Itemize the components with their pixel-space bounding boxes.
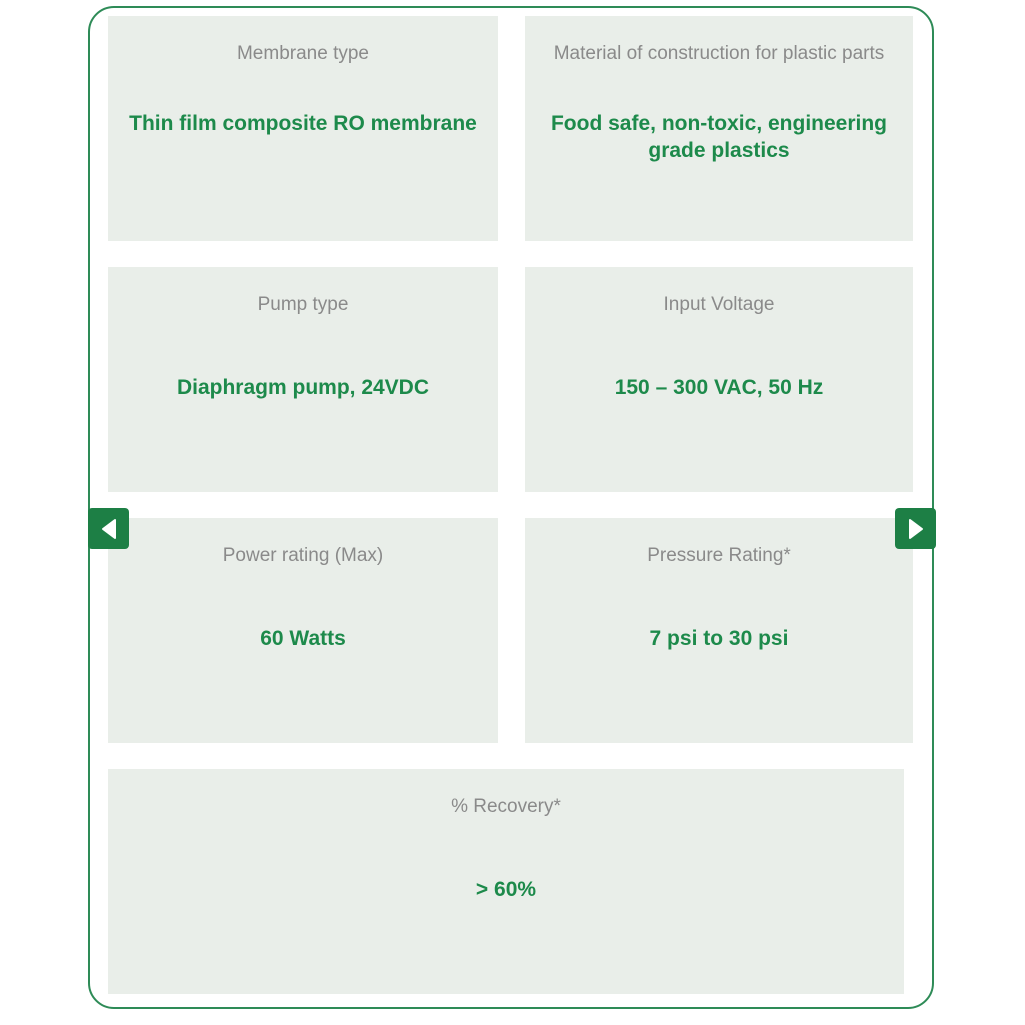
spec-card-membrane-type bbox=[108, 16, 498, 241]
spec-value: 7 psi to 30 psi bbox=[649, 627, 789, 650]
carousel-prev-button[interactable] bbox=[88, 508, 129, 549]
spec-card-pump-type bbox=[108, 267, 498, 492]
spec-value: Thin film composite RO membrane bbox=[129, 112, 477, 135]
spec-card-recovery bbox=[108, 769, 904, 994]
spec-label: Membrane type bbox=[236, 43, 369, 64]
spec-label: Material of construction for plastic parts bbox=[553, 43, 885, 64]
triangle-left-icon bbox=[100, 518, 118, 540]
spec-value: Diaphragm pump, 24VDC bbox=[176, 376, 430, 399]
spec-label: Power rating (Max) bbox=[222, 545, 384, 566]
spec-card-input-voltage bbox=[525, 267, 913, 492]
spec-card-material bbox=[525, 16, 913, 241]
spec-card-pressure-rating bbox=[525, 518, 913, 743]
spec-value: > 60% bbox=[475, 878, 537, 901]
spec-label: Input Voltage bbox=[663, 294, 775, 315]
spec-label: % Recovery* bbox=[451, 796, 561, 817]
spec-label: Pump type bbox=[257, 294, 349, 315]
spec-value: 150 – 300 VAC, 50 Hz bbox=[614, 376, 824, 399]
triangle-right-icon bbox=[907, 518, 925, 540]
carousel-next-button[interactable] bbox=[895, 508, 936, 549]
spec-value: Food safe, non-toxic, engineering grade plastics bbox=[550, 112, 888, 162]
spec-card-power-rating bbox=[108, 518, 498, 743]
spec-label: Pressure Rating* bbox=[647, 545, 791, 566]
spec-value: 60 Watts bbox=[260, 627, 346, 650]
